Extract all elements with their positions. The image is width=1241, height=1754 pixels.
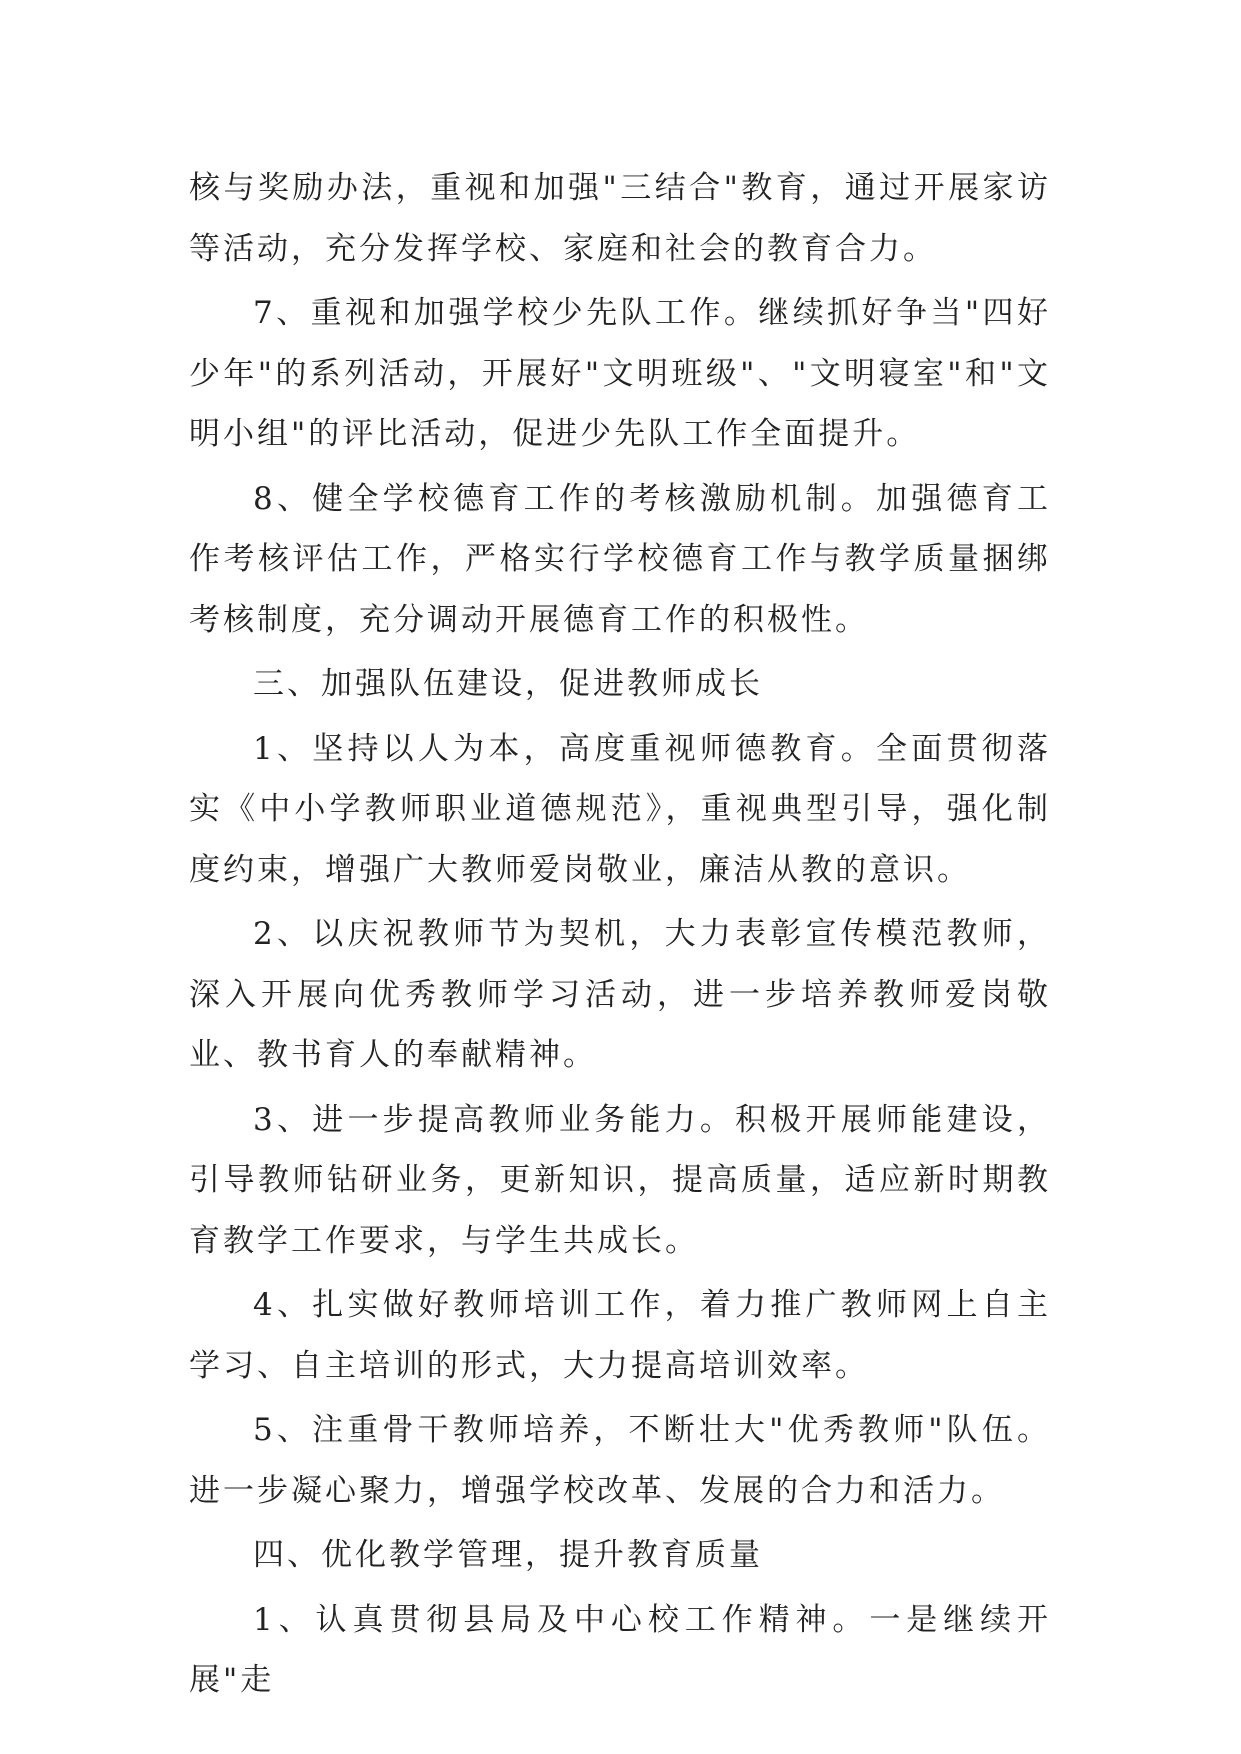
paragraph-item-1-section-4: 1、认真贯彻县局及中心校工作精神。一是继续开展"走	[189, 1601, 1051, 1698]
paragraph-item-5: 5、注重骨干教师培养，不断壮大"优秀教师"队伍。进一步凝心聚力，增强学校改革、发展的合力和活力。	[189, 1412, 1051, 1509]
paragraph-item-3: 3、进一步提高教师业务能力。积极开展师能建设，引导教师钻研业务，更新知识，提高质量，适应新时期教育教学工作要求，与学生共成长。	[189, 1101, 1051, 1259]
paragraph-item-4: 4、扎实做好教师培训工作，着力推广教师网上自主学习、自主培训的形式，大力提高培训效率。	[189, 1287, 1051, 1384]
paragraph-item-8: 8、健全学校德育工作的考核激励机制。加强德育工作考核评估工作，严格实行学校德育工作与教学质量捆绑考核制度，充分调动开展德育工作的积极性。	[189, 480, 1051, 638]
paragraph-item-1: 1、坚持以人为本，高度重视师德教育。全面贯彻落实《中小学教师职业道德规范》，重视典型引导，强化制度约束，增强广大教师爱岗敬业，廉洁从教的意识。	[189, 730, 1051, 888]
section-heading-4: 四、优化教学管理，提升教育质量	[253, 1537, 763, 1573]
paragraph-item-7: 7、重视和加强学校少先队工作。继续抓好争当"四好少年"的系列活动，开展好"文明班级"、"文明寝室"和"文明小组"的评比活动，促进少先队工作全面提升。	[189, 295, 1051, 452]
document-body	[189, 158, 1051, 1711]
section-heading-3: 三、加强队伍建设，促进教师成长	[253, 666, 763, 702]
paragraph-continuation: 核与奖励办法，重视和加强"三结合"教育，通过开展家访等活动，充分发挥学校、家庭和社会的教育合力。	[189, 170, 1051, 267]
paragraph-item-2: 2、以庆祝教师节为契机，大力表彰宣传模范教师，深入开展向优秀教师学习活动，进一步培养教师爱岗敬业、教书育人的奉献精神。	[189, 916, 1051, 1073]
